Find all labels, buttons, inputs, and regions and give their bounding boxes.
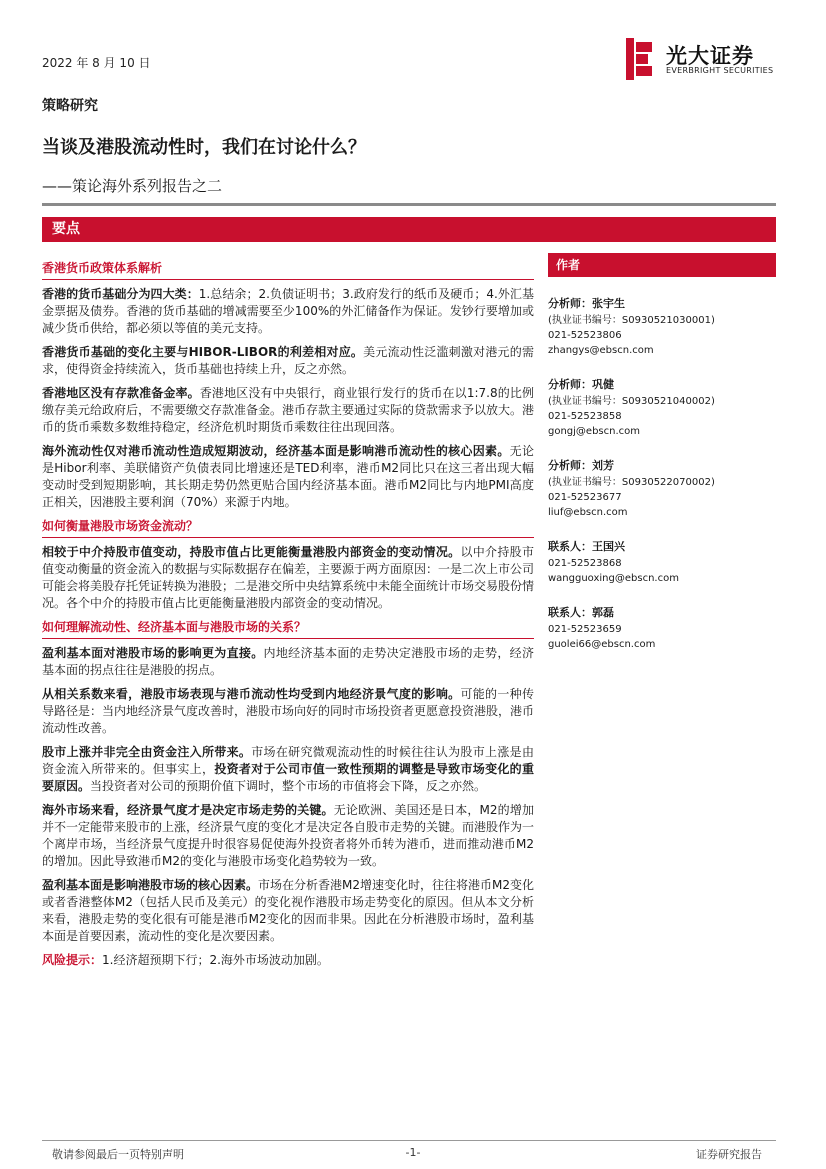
paragraph-lead: 香港地区没有存款准备金率。 xyxy=(42,386,200,400)
keypoints-banner xyxy=(42,217,776,242)
paragraph xyxy=(42,645,534,679)
keypoints-label: 要点 xyxy=(52,221,80,237)
contact-phone: 021-52523659 xyxy=(548,624,622,635)
logo-chinese-name: 光大证券 xyxy=(666,44,754,68)
paragraph-text: 内地经济基本面的走势决定港股市场的走势，经济基本面的拐点往往是港股的拐点。 xyxy=(42,646,534,677)
footer-disclaimer: 敬请参阅最后一页特别声明 xyxy=(52,1148,184,1161)
analyst-certificate: (执业证书编号：S0930521040002) xyxy=(548,396,715,407)
analyst-certificate: (执业证书编号：S0930522070002) xyxy=(548,477,715,488)
key-points-body xyxy=(42,260,534,969)
title-divider xyxy=(42,203,776,206)
section-heading: 如何衡量港股市场资金流动？ xyxy=(42,519,199,533)
paragraph xyxy=(42,744,534,795)
paragraph-text: 无论欧洲、美国还是日本，M2的增加并不一定能带来股市的上涨，经济景气度的变化才是决定各自股市走势的关键。而港股作为一个离岸市场，当经济景气度提升时很容易促使海外投资者将外币转为港币，进而推动港币M2的增加。因此导致港币M2的变化与港股市场变化趋势较为一致。 xyxy=(42,803,535,868)
risk-label: 风险提示： xyxy=(42,953,103,967)
paragraph-lead: 从相关系数来看，港股市场表现与港币流动性均受到内地经济景气度的影响。 xyxy=(42,687,461,701)
paragraph-text: 当投资者对公司的预期价值下调时，整个市场的市值将会下降，反之亦然。 xyxy=(90,779,487,793)
author-sidebar xyxy=(548,253,776,652)
analyst-name: 分析师：刘芳 xyxy=(548,459,614,472)
paragraph-text: 可能的一种传导路径是：当内地经济景气度改善时，港股市场向好的同时市场投资者更愿意投资港股，港币流动性改善。 xyxy=(42,687,535,735)
paragraph xyxy=(42,385,534,436)
analyst-email[interactable]: liuf@ebscn.com xyxy=(548,507,628,518)
analyst-phone: 021-52523858 xyxy=(548,411,622,422)
paragraph-text: 市场在分析香港M2增速变化时，往往将港币M2变化或者香港整体M2（包括人民币及美元）的变化视作港股市场走势变化的原因。但从本文分析来看，港股走势的变化很有可能是港币M2变化的因而非果。因此在分析港股市场时，盈利基本面是首要因素，流动性的变化是次要因素。 xyxy=(42,878,534,943)
paragraph xyxy=(42,877,534,945)
section-divider xyxy=(42,638,534,639)
paragraph-lead: 海外流动性仅对港币流动性造成短期波动，经济基本面是影响港币流动性的核心因素。 xyxy=(42,444,510,458)
paragraph xyxy=(42,802,534,870)
report-subtitle: ——策论海外系列报告之二 xyxy=(42,177,223,195)
contact-email[interactable]: wangguoxing@ebscn.com xyxy=(548,573,679,584)
section-heading: 香港货币政策体系解析 xyxy=(42,261,163,275)
paragraph-text: 市场在研究微观流动性的时候往往认为股市上涨是由资金流入所带来的。但事实上， xyxy=(42,745,534,776)
paragraph-text: 以中介持股市值变动衡量的资金流入的数据与实际数据存在偏差，主要源于两方面原因：一是二次上市公司可能会将美股存托凭证转换为港股；二是港交所中央结算系统中未能全面统计市场交易股份情况。各个中介的持股市值占比更能衡量港股内部资金的变动情况。 xyxy=(42,545,535,610)
paragraph-emphasis: 投资者对于公司市值一致性预期的调整是导致市场变化的重要原因。 xyxy=(42,762,534,793)
paragraph-lead: 盈利基本面对港股市场的影响更为直接。 xyxy=(42,646,264,660)
paragraph-text: 美元流动性泛滥刺激对港元的需求，使得资金持续流入，货币基础也持续上升，反之亦然。 xyxy=(42,345,534,376)
paragraph-text: 香港地区没有中央银行，商业银行发行的货币在以1:7.8的比例缴存美元给政府后，不需要缴交存款准备金。港币存款主要通过实际的贷款需求予以放大。港币的货币乘数多数维持稳定，经济危机时期货币乘数往往出现回落。 xyxy=(42,386,535,434)
analyst-name: 分析师：巩健 xyxy=(548,378,614,391)
risk-warning xyxy=(42,952,534,969)
paragraph xyxy=(42,443,534,511)
contact-card xyxy=(548,538,776,586)
contact-phone: 021-52523868 xyxy=(548,558,622,569)
paragraph-text: 1.总结余；2.负债证明书；3.政府发行的纸币及硬币；4.外汇基金票据及债券。香港的货币基础的增减需要至少100%的外汇储备作为保证。发钞行要增加或减少货币供给，都必须以等值的美元支持。 xyxy=(42,287,534,335)
analyst-card xyxy=(548,295,776,358)
paragraph-lead: 香港货币基础的变化主要与HIBOR-LIBOR的利差相对应。 xyxy=(42,345,364,359)
paragraph xyxy=(42,686,534,737)
contact-email[interactable]: guolei66@ebscn.com xyxy=(548,639,656,650)
footer-divider xyxy=(42,1140,776,1141)
analyst-email[interactable]: gongj@ebscn.com xyxy=(548,426,641,437)
footer-report-type: 证券研究报告 xyxy=(696,1148,762,1161)
paragraph xyxy=(42,344,534,378)
analyst-name: 分析师：张宇生 xyxy=(548,297,625,310)
paragraph-lead: 海外市场来看，经济景气度才是决定市场走势的关键。 xyxy=(42,803,334,817)
analyst-certificate: (执业证书编号：S0930521030001) xyxy=(548,315,715,326)
section-divider xyxy=(42,279,534,280)
paragraph-lead: 盈利基本面是影响港股市场的核心因素。 xyxy=(42,878,259,892)
analyst-phone: 021-52523806 xyxy=(548,330,622,341)
paragraph-lead: 股市上涨并非完全由资金注入所带来。 xyxy=(42,745,252,759)
paragraph-text: 无论是Hibor利率、美联储资产负债表同比增速还是TED利率，港币M2同比只在这三者出现大幅变动时受到短期影响，其长期走势仍然更贴合国内经济基本面。港币M2同比与内地PMI高度正相关，因港股主要利润（70%）来源于内地。 xyxy=(42,444,534,509)
paragraph-lead: 香港的货币基础分为四大类： xyxy=(42,287,199,301)
report-title: 当谈及港股流动性时，我们在讨论什么？ xyxy=(42,137,366,158)
analyst-email[interactable]: zhangys@ebscn.com xyxy=(548,345,654,356)
paragraph xyxy=(42,544,534,612)
analyst-card xyxy=(548,457,776,520)
paragraph-lead: 相较于中介持股市值变动，持股市值占比更能衡量港股内部资金的变动情况。 xyxy=(42,545,461,559)
author-heading: 作者 xyxy=(548,253,776,277)
contact-name: 联系人：郭磊 xyxy=(548,606,614,619)
everbright-logo-icon xyxy=(626,38,654,80)
section-heading: 如何理解流动性、经济基本面与港股市场的关系？ xyxy=(42,620,307,634)
report-date: 2022 年 8 月 10 日 xyxy=(42,56,151,70)
page-number: -1- xyxy=(405,1146,421,1159)
contact-name: 联系人：王国兴 xyxy=(548,540,625,553)
analyst-phone: 021-52523677 xyxy=(548,492,622,503)
contact-card xyxy=(548,604,776,652)
logo-english-name: EVERBRIGHT SECURITIES xyxy=(666,66,774,75)
analyst-card xyxy=(548,376,776,439)
risk-text: 1.经济超预期下行；2.海外市场波动加剧。 xyxy=(102,953,329,967)
company-logo xyxy=(626,38,776,80)
section-divider xyxy=(42,537,534,538)
paragraph xyxy=(42,286,534,337)
report-category: 策略研究 xyxy=(42,98,98,114)
